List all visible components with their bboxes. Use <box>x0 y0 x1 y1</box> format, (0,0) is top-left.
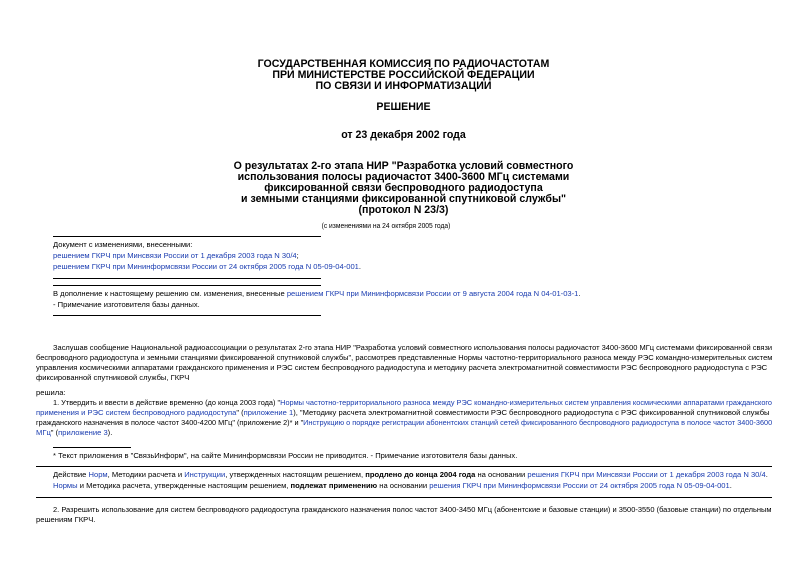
amend-intro: Документ с изменениями, внесенными: <box>53 240 193 249</box>
effect-instruction-link[interactable]: Инструкции <box>184 470 226 479</box>
see-line <box>53 289 581 300</box>
para1-line3: управления космическими аппаратами гражданского применения и РЭС систем беспроводного радиодоступа и методику расчета электромагнитной совместимости РЭС беспроводного радиодоступа с РЭС <box>36 363 768 372</box>
org-name-line1: ГОСУДАРСТВЕННАЯ КОМИССИЯ ПО РАДИОЧАСТОТАМ <box>257 58 550 70</box>
amend-line2 <box>53 262 361 273</box>
amend-line1 <box>53 251 299 262</box>
item1-text-f: ). <box>107 428 113 437</box>
effect-text-a: Действие <box>53 470 89 479</box>
item1-norms-link-cont[interactable]: применения и РЭС систем беспроводного радиодоступа <box>36 408 237 417</box>
amended-note: (с изменениями на 24 октября 2005 года) <box>321 223 451 230</box>
item2-line1: 2. Разрешить использование для систем беспроводного радиодоступа гражданского назначения полос частот 3400-3450 МГц (абонентские и базовые станции) и 3500-3550 (базовые станции) по отдельным <box>53 505 772 514</box>
see-box-bottom-rule <box>53 315 321 316</box>
apply-text-c: . <box>729 481 732 490</box>
item1-text-d: гражданского назначения в полосе частот 3400-4200 МГц" (приложение 2)* и " <box>36 418 304 427</box>
doc-title-line3: фиксированной связи беспроводного радиодоступа <box>264 182 543 194</box>
effect-text-e: . <box>765 470 768 479</box>
see-text-before: В дополнение к настоящему решению см. изменения, внесенные <box>53 289 287 298</box>
effect-box-bottom-rule <box>36 497 772 498</box>
item1-line4 <box>36 428 112 439</box>
amend-link-1[interactable]: решением ГКРЧ при Минсвязи России от 1 декабря 2003 года N 30/4 <box>53 251 297 260</box>
see-note: - Примечание изготовителя базы данных. <box>53 300 200 309</box>
doc-title-line5: (протокол N 23/3) <box>358 204 449 216</box>
doc-title-line1: О результатах 2-го этапа НИР "Разработка условий совместного <box>233 160 574 172</box>
item2-line2: решениям ГКРЧ. <box>36 515 96 524</box>
see-text-after: . <box>578 289 581 298</box>
org-name-line3: ПО СВЯЗИ И ИНФОРМАТИЗАЦИИ <box>315 80 492 92</box>
item1-text-e: " ( <box>50 428 59 437</box>
para1-line2: беспроводного радиодоступа и земными станциями фиксированной спутниковой службы", рассмотрев представленные Нормы частотно-территориального разноса между РЭС командно-измерительных систем <box>36 353 773 362</box>
amend-sep: ; <box>296 251 299 260</box>
para1-line1: Заслушав сообщение Национальной радиоассоциации о результатах 2-го этапа НИР "Разработка условий совместного использования полосы радиочастот 3400-3600 МГц системами фиксированной связи <box>53 343 773 352</box>
item1-line1 <box>53 398 772 409</box>
para1-line4: фиксированной спутниковой службы, ГКРЧ <box>36 373 190 382</box>
amend-end: . <box>358 262 362 271</box>
doc-title-line2: использования полосы радиочастот 3400-3600 МГц системами <box>237 171 570 183</box>
effect-norms-link[interactable]: Норм <box>88 470 108 479</box>
item1-line2 <box>36 408 770 419</box>
apply-decision-link[interactable]: решения ГКРЧ при Мининформсвязи России от 24 октября 2005 года N 05-09-04-001 <box>429 481 730 490</box>
see-box-top-rule <box>53 285 321 286</box>
footnote: * Текст приложения в "СвязьИнформ", на сайте Мининформсвязи России не приводится. - Примечание изготовителя базы данных. <box>53 451 518 460</box>
amend-box-bottom-rule <box>53 278 321 279</box>
footnote-rule <box>53 447 131 448</box>
effect-text-c: , утвержденных настоящим решением, <box>225 470 366 479</box>
amend-box-top-rule <box>53 236 321 237</box>
effect-line <box>53 470 768 481</box>
apply-line <box>53 481 732 492</box>
doc-type: РЕШЕНИЕ <box>376 101 431 113</box>
decided-label: решила: <box>36 388 66 397</box>
effect-text-d: на основании <box>475 470 528 479</box>
apply-norms-link[interactable]: Нормы <box>53 481 78 490</box>
see-link[interactable]: решением ГКРЧ при Мининформсвязи России от 9 августа 2004 года N 04-01-03-1 <box>286 289 579 298</box>
apply-text-a: и Методика расчета, утвержденные настоящим решением, <box>77 481 291 490</box>
item1-line3 <box>36 418 772 429</box>
instruction-link-cont[interactable]: МГц <box>36 428 51 437</box>
effect-box-top-rule <box>36 466 772 467</box>
doc-title-line4: и земными станциями фиксированной спутниковой службы" <box>240 193 567 205</box>
apply-text-b: на основании <box>377 481 430 490</box>
org-name-line2: ПРИ МИНИСТЕРСТВЕ РОССИЙСКОЙ ФЕДЕРАЦИИ <box>272 69 535 81</box>
item1-text-c: ), "Методику расчета электромагнитной совместимости РЭС беспроводного радиодоступа с РЭС фиксированной спутниковой службы <box>293 408 770 417</box>
appendix1-link[interactable]: приложение 1 <box>243 408 294 417</box>
item1-text-b: " ( <box>236 408 244 417</box>
item1-norms-link[interactable]: Нормы частотно-территориального разноса между РЭС командно-измерительных систем управления космическими аппаратами гражданского <box>280 398 773 407</box>
effect-extended-bold: продлено до конца 2004 года <box>365 470 476 479</box>
doc-date: от 23 декабря 2002 года <box>341 129 466 141</box>
appendix3-link[interactable]: приложение 3 <box>58 428 108 437</box>
apply-bold: подлежат применению <box>290 481 378 490</box>
item1-text-a: 1. Утвердить и ввести в действие временно (до конца 2003 года) " <box>53 398 281 407</box>
amend-link-2[interactable]: решением ГКРЧ при Мининформсвязи России от 24 октября 2005 года N 05-09-04-001 <box>53 262 359 271</box>
instruction-link[interactable]: Инструкцию о порядке регистрации абонентских станций сетей фиксированного беспроводного радиодоступа в полосе частот 3400-3600 <box>303 418 773 427</box>
effect-decision-link[interactable]: решения ГКРЧ при Минсвязи России от 1 декабря 2003 года N 30/4 <box>527 470 766 479</box>
effect-text-b: , Методики расчета и <box>107 470 185 479</box>
